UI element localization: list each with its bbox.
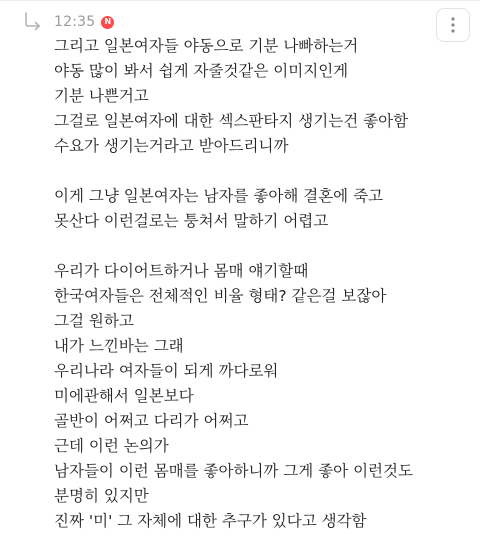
comment-line: 남자들이 이런 몸매를 좋아하니까 그게 좋아 이런것도 [54, 462, 413, 480]
new-badge: N [101, 16, 114, 29]
top-divider [0, 0, 480, 1]
comment-timestamp: 12:35 [54, 14, 96, 30]
comment-line: 기분 나쁜거고 [54, 87, 149, 105]
comment-body [54, 34, 464, 534]
comment-line: 그걸 원하고 [54, 312, 134, 330]
comment-line: 골반이 어쩌고 다리가 어쩌고 [54, 412, 249, 430]
paragraph-spacer [54, 159, 464, 184]
more-options-icon [451, 17, 455, 33]
comment-line: 내가 느낀바는 그래 [54, 337, 184, 355]
comment-line: 못산다 이런걸로는 퉁쳐서 말하기 어렵고 [54, 212, 329, 230]
reply-arrow-icon [22, 11, 44, 33]
paragraph-spacer [54, 234, 464, 259]
comment-line: 분명히 있지만 [54, 487, 149, 505]
comment-line: 우리나라 여자들이 되게 까다로워 [54, 362, 279, 380]
comment-line: 우리가 다이어트하거나 몸매 얘기할때 [54, 262, 309, 280]
comment-line: 한국여자들은 전체적인 비율 형태? 같은걸 보잖아 [54, 287, 387, 305]
comment-line: 수요가 생기는거라고 받아드리니까 [54, 137, 289, 155]
comment-line: 미에관해서 일본보다 [54, 387, 194, 405]
comment-header [22, 10, 114, 34]
comment-line: 근데 이런 논의가 [54, 437, 169, 455]
comment-line: 그리고 일본여자들 야동으로 기분 나빠하는거 [54, 37, 359, 55]
comment-line: 진짜 '미' 그 자체에 대한 추구가 있다고 생각함 [54, 512, 367, 530]
comment-line: 이게 그냥 일본여자는 남자를 좋아해 결혼에 죽고 [54, 187, 384, 205]
comment-line: 야동 많이 봐서 쉽게 자줄것같은 이미지인게 [54, 62, 349, 80]
comment-line: 그걸로 일본여자에 대한 섹스판타지 생기는건 좋아함 [54, 112, 409, 130]
